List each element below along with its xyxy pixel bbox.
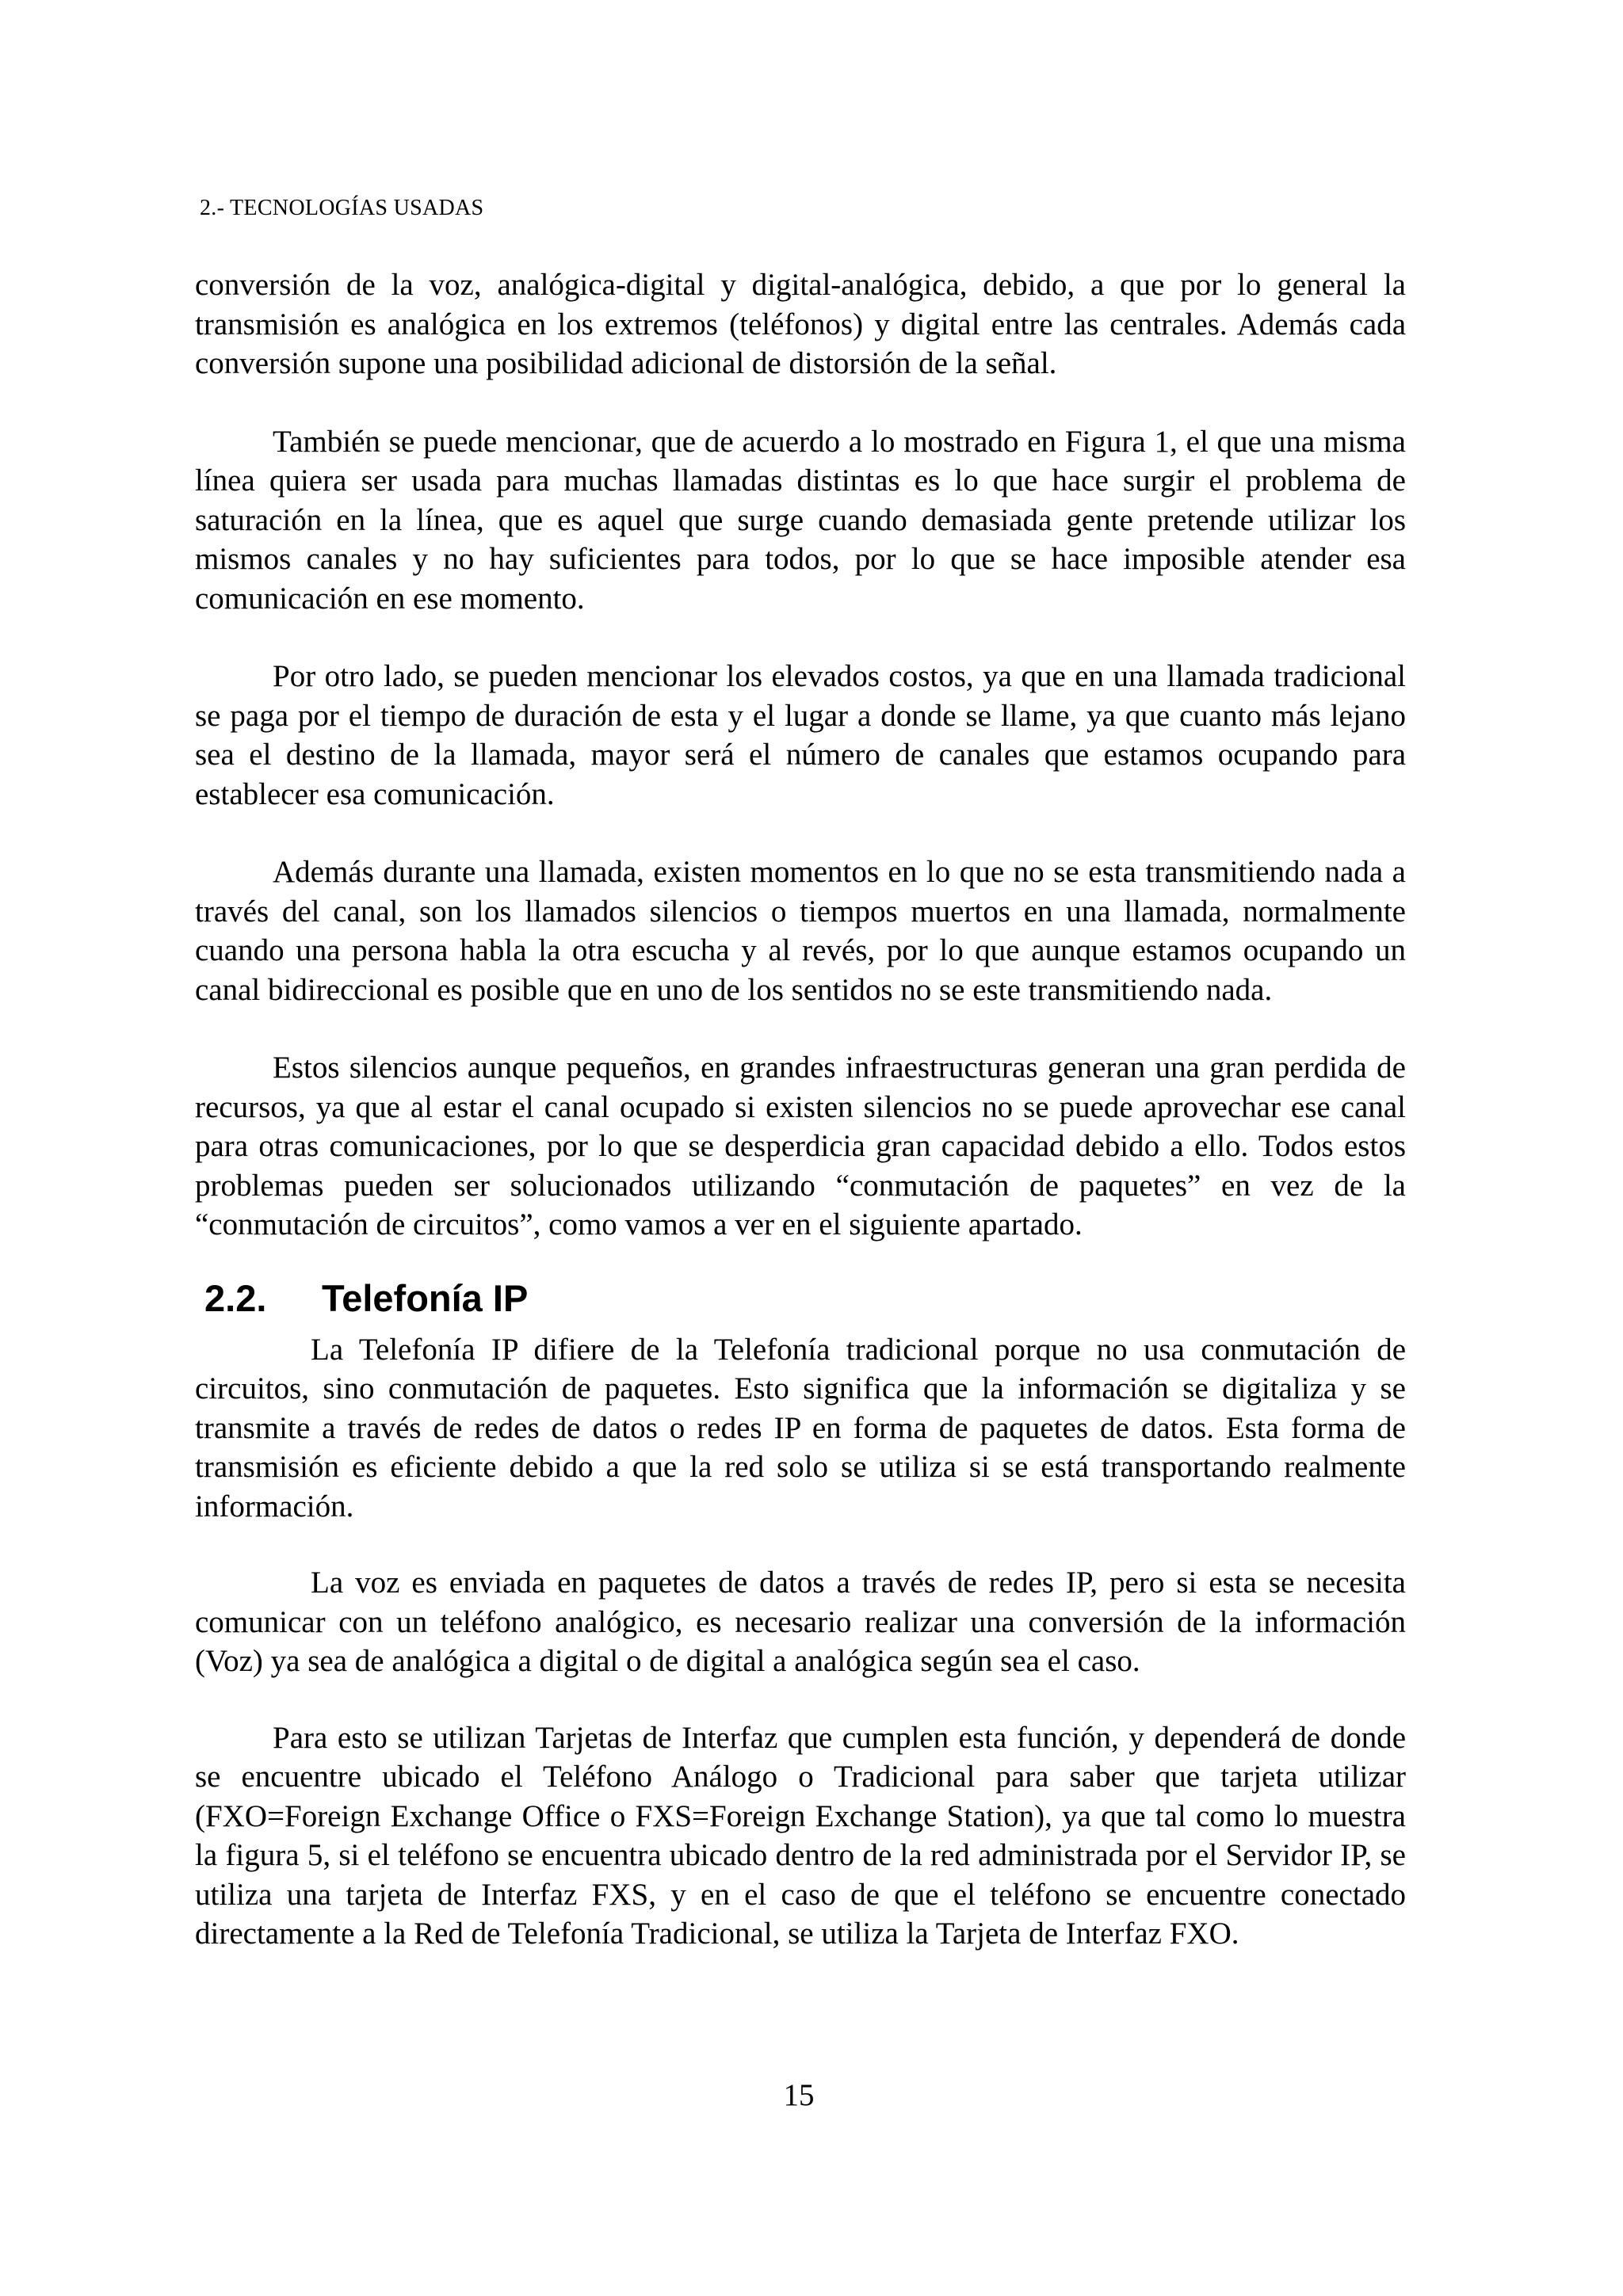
paragraph-costs: Por otro lado, se pueden mencionar los elevados costos, ya que en una llamada tradicional se paga por el tiempo de duración de esta y el lugar a donde se llame, ya que cuanto más lejano sea el destino de la llamada, mayor será el número de canales que estamos ocupando para establecer esa comunicación. (195, 659, 1406, 811)
running-header: 2.- TECNOLOGÍAS USADAS (200, 196, 484, 220)
page-content (195, 265, 1406, 1954)
section-number: 2.2. (204, 1276, 267, 1319)
paragraph-continuation: conversión de la voz, analógica-digital y digital-analógica, debido, a que por lo general la transmisión es analógica en los extremos (teléfonos) y digital entre las centrales. Además cada conversión supone una posibilidad adicional de distorsión de la señal. (195, 268, 1406, 380)
section-heading (204, 1276, 1406, 1321)
page-number: 15 (783, 2078, 815, 2112)
section-title-text: Telefonía IP (322, 1276, 529, 1319)
paragraph-interface-cards: Para esto se utilizan Tarjetas de Interfaz que cumplen esta función, y dependerá de donde se encuentre ubicado el Teléfono Análogo o Tradicional para saber que tarjeta utilizar (FXO=Foreign Exchange Office o FXS=Foreign Exchange Station), ya que tal como lo muestra la figura 5, si el teléfono se encuentra ubicado dentro de la red administrada por el Servidor IP, se utiliza una tarjeta de Interfaz FXS, y en el caso de que el teléfono se encuentre conectado directamente a la Red de Telefonía Tradicional, se utiliza la Tarjeta de Interfaz FXO. (195, 1720, 1406, 1951)
paragraph-voice-packets: La voz es enviada en paquetes de datos a través de redes IP, pero si esta se necesita comunicar con un teléfono analógico, es necesario realizar una conversión de la información (Voz) ya sea de analógica a digital o de digital a analógica según sea el caso. (195, 1566, 1406, 1678)
paragraph-ip-telephony-intro: La Telefonía IP difiere de la Telefonía tradicional porque no usa conmutación de circuitos, sino conmutación de paquetes. Esto significa que la información se digitaliza y se transmite a través de redes de datos o redes IP en forma de paquetes de datos. Esta forma de transmisión es eficiente debido a que la red solo se utiliza si se está transportando realmente información. (195, 1332, 1406, 1524)
paragraph-saturation: También se puede mencionar, que de acuerdo a lo mostrado en Figura 1, el que una misma línea quiera ser usada para muchas llamadas distintas es lo que hace surgir el problema de saturación en la línea, que es aquel que surge cuando demasiada gente pretende utilizar los mismos canales y no hay suficientes para todos, por lo que se hace imposible atender esa comunicación en ese momento. (195, 424, 1406, 616)
paragraph-silences: Además durante una llamada, existen momentos en lo que no se esta transmitiendo nada a través del canal, son los llamados silencios o tiempos muertos en una llamada, normalmente cuando una persona habla la otra escucha y al revés, por lo que aunque estamos ocupando un canal bidireccional es posible que en uno de los sentidos no se este transmitiendo nada. (195, 855, 1406, 1007)
paragraph-resource-loss: Estos silencios aunque pequeños, en grandes infraestructuras generan una gran perdida de recursos, ya que al estar el canal ocupado si existen silencios no se puede aprovechar ese canal para otras comunicaciones, por lo que se desperdicia gran capacidad debido a ello. Todos estos problemas pueden ser solucionados utilizando “conmutación de paquetes” en vez de la “conmutación de circuitos”, como vamos a ver en el siguiente apartado. (195, 1051, 1406, 1241)
